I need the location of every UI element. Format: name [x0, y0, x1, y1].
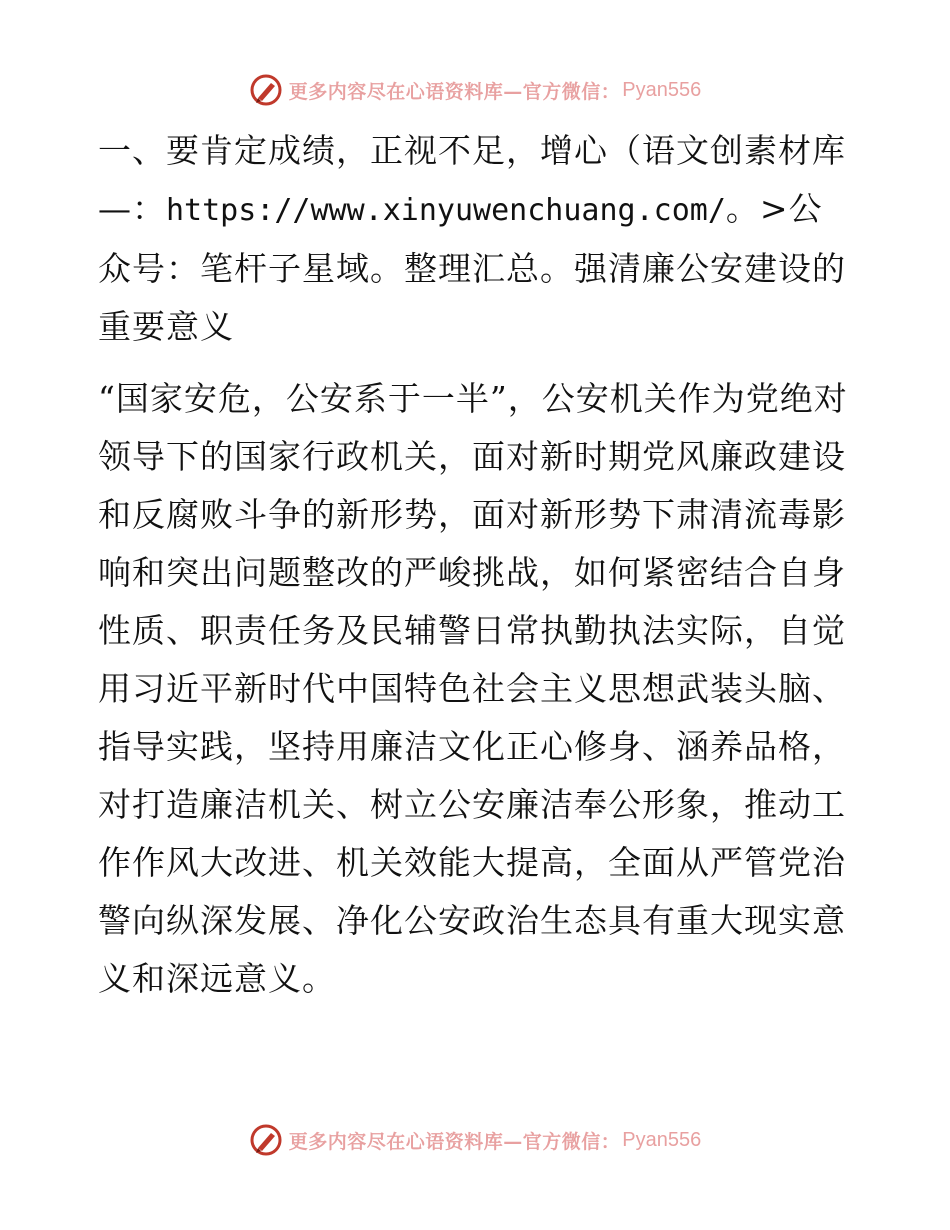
- footer-banner-text: 更多内容尽在心语资料库—官方微信：: [288, 1130, 621, 1153]
- paragraph-1-url: https://www.xinyuwenchuang.com/: [166, 193, 726, 228]
- paragraph-1-text-b: 。>公众号：笔杆子星域。整理汇总。强清廉公安建设的重要意义: [98, 189, 846, 346]
- pen-seal-logo-icon: [249, 73, 283, 107]
- footer-wechat-id: Pyan556: [622, 1128, 702, 1151]
- pen-seal-logo-icon: [249, 1123, 283, 1157]
- paragraph-1-text-a: 一、要肯定成绩，正视不足，增心（语文创素材库—：: [98, 131, 846, 228]
- header-banner: [0, 70, 950, 110]
- paragraph-heading: [98, 122, 850, 356]
- footer-banner: [0, 1120, 950, 1160]
- header-wechat-id: Pyan556: [622, 78, 702, 101]
- document-body: [98, 122, 850, 1008]
- header-banner-text: 更多内容尽在心语资料库—官方微信：: [288, 80, 621, 103]
- paragraph-body: “国家安危，公安系于一半”，公安机关作为党绝对领导下的国家行政机关，面对新时期党风廉政建设和反腐败斗争的新形势，面对新形势下肃清流毒影响和突出问题整改的严峻挑战，如何紧密结合自身性质、职责任务及民辅警日常执勤执法实际，自觉用习近平新时代中国特色社会主义思想武装头脑、指导实践，坚持用廉洁文化正心修身、涵养品格，对打造廉洁机关、树立公安廉洁奉公形象，推动工作作风大改进、机关效能大提高，全面从严管党治警向纵深发展、净化公安政治生态具有重大现实意义和深远意义。: [98, 379, 848, 998]
